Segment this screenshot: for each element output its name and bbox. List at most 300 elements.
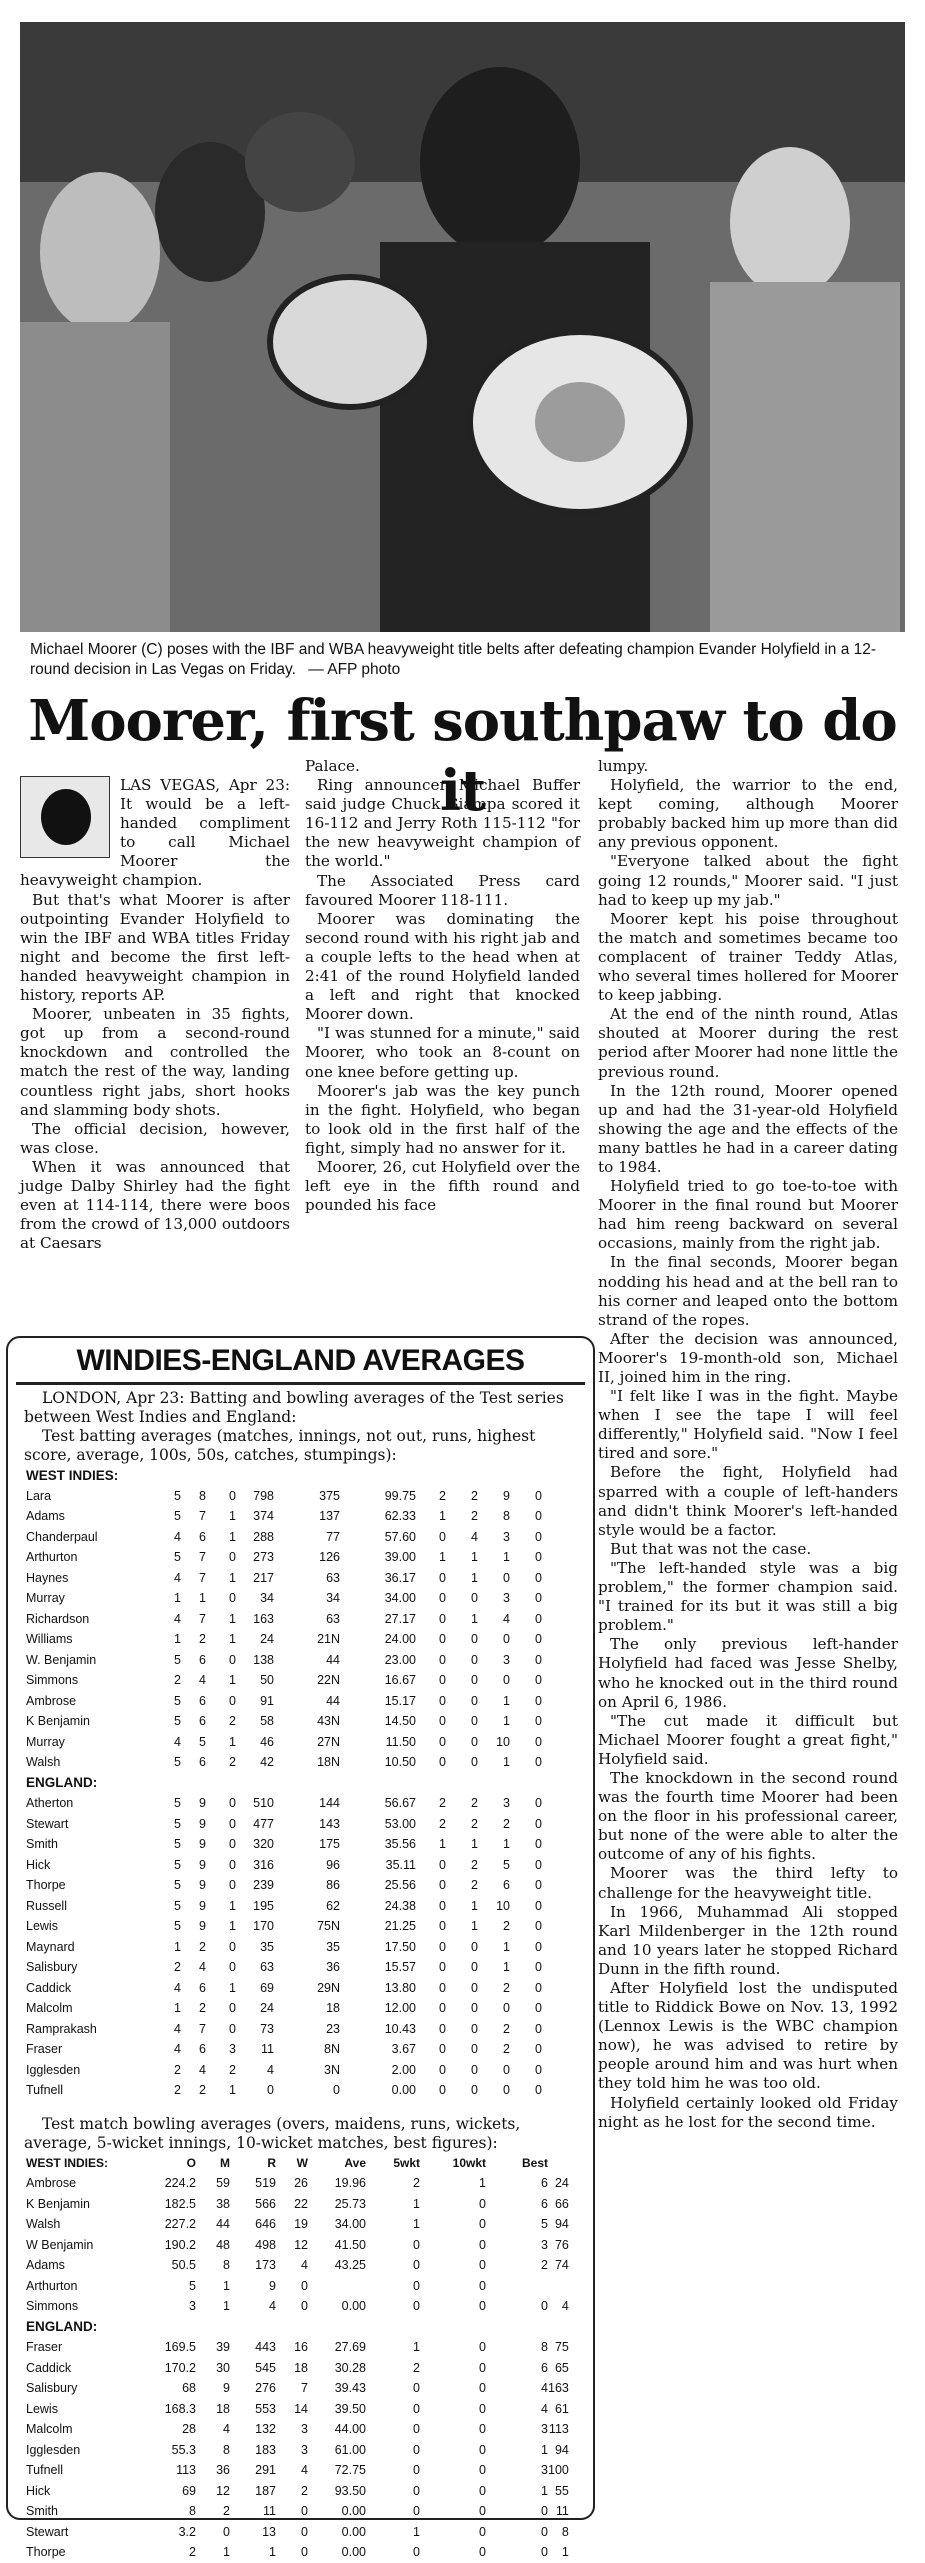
stat-cell: 9: [199, 1837, 206, 1852]
stat-cell: 65: [554, 2360, 569, 2375]
stat-cell: 2: [439, 1816, 446, 1831]
stat-cell: 170.2: [164, 2360, 196, 2375]
stat-cell: 0: [439, 2001, 446, 2016]
stat-cell: 16.67: [384, 1673, 416, 1688]
stat-cell: 61.00: [334, 2442, 366, 2457]
stat-cell: 34.00: [334, 2217, 366, 2232]
stat-cell: 8: [541, 2340, 548, 2355]
table-row: [26, 1609, 542, 1630]
stat-cell: 1: [503, 1755, 510, 1770]
stat-cell: 35.56: [384, 1837, 416, 1852]
stat-cell: 0: [479, 2545, 486, 2560]
stat-cell: 0: [503, 2083, 510, 2098]
stat-cell: 0: [479, 2258, 486, 2273]
table-row: [26, 1752, 542, 1773]
stat-cell: 2: [413, 2360, 420, 2375]
stat-cell: 273: [253, 1550, 274, 1565]
stat-cell: 7: [199, 2021, 206, 2036]
stat-cell: 43N: [317, 1714, 340, 1729]
article-paragraph: Ring announcer Michael Buffer said judge Chuck Giampa scored it 16-112 and Jerry Roth 115-112 "for the new heavyweight champion of the world.": [305, 776, 580, 871]
article-paragraph: In 1966, Muhammad Ali stopped Karl Mildenberger in the 12th round and 10 years later he stopped Richard Dunn in the fifth round.: [598, 1902, 898, 1978]
stat-cell: 0: [535, 2083, 542, 2098]
stat-cell: 2: [471, 1857, 478, 1872]
stat-cell: 9: [199, 1919, 206, 1934]
stat-cell: 44.00: [334, 2422, 366, 2437]
stat-cell: 6: [541, 2176, 548, 2191]
stat-cell: 1: [229, 1632, 236, 1647]
stat-cell: 6: [199, 1529, 206, 1544]
stat-cell: 1: [229, 1570, 236, 1585]
averages-title: WINDIES-ENGLAND AVERAGES: [76, 1344, 525, 1377]
stat-cell: 1: [503, 1714, 510, 1729]
article-column-3: [598, 757, 898, 2132]
stat-cell: 4: [174, 1734, 181, 1749]
stat-cell: 170: [253, 1919, 274, 1934]
stat-cell: 5: [174, 1714, 181, 1729]
stat-cell: 6: [199, 1714, 206, 1729]
stat-cell: 9: [503, 1488, 510, 1503]
headline: Moorer, first southpaw to do it: [28, 688, 897, 824]
stat-cell: 3: [229, 2042, 236, 2057]
stat-cell: 0: [439, 1734, 446, 1749]
stat-cell: 30: [216, 2360, 230, 2375]
stat-cell: 1: [413, 2217, 420, 2232]
article-paragraph: "I felt like I was in the fight. Maybe when I see the tape I will feel differently," Holyfield said. "Now I feel tired and sore.": [598, 1387, 898, 1463]
player-name: K Benjamin: [26, 2196, 90, 2211]
stat-cell: 94: [554, 2442, 569, 2457]
stat-cell: 2: [223, 2504, 230, 2519]
stat-cell: 0: [301, 2278, 308, 2293]
stat-cell: 0: [535, 1857, 542, 1872]
stat-cell: 1: [229, 1529, 236, 1544]
stat-cell: 0.00: [341, 2504, 366, 2519]
stat-cell: 9: [199, 1857, 206, 1872]
player-name: Simmons: [26, 2299, 79, 2314]
stat-cell: 5: [174, 1755, 181, 1770]
stat-cell: 5: [174, 1898, 181, 1913]
stat-cell: 0: [439, 1755, 446, 1770]
stat-cell: 1: [439, 1509, 446, 1524]
stat-cell: 3: [541, 2237, 548, 2252]
stat-cell: 0: [229, 1591, 236, 1606]
stat-cell: 0: [503, 2062, 510, 2077]
stat-cell: 0: [471, 1632, 478, 1647]
table-row: [26, 1978, 542, 1999]
stat-cell: 44: [326, 1652, 340, 1667]
stat-cell: 12: [216, 2483, 230, 2498]
stat-cell: 0: [229, 1960, 236, 1975]
stat-cell: 5: [189, 2278, 196, 2293]
stat-cell: 8: [503, 1509, 510, 1524]
player-name: Tufnell: [26, 2463, 64, 2478]
stat-cell: 0: [413, 2504, 420, 2519]
stat-cell: 25.73: [334, 2196, 366, 2211]
stat-cell: 0: [413, 2545, 420, 2560]
player-name: Richardson: [26, 1611, 90, 1626]
stat-cell: 7: [301, 2381, 308, 2396]
stat-cell: 16: [294, 2340, 308, 2355]
table-row: [26, 2440, 569, 2461]
article-paragraph: The only previous left-hander Holyfield had faced was Jesse Shelby, who he knocked out in the third round on April 6, 1986.: [598, 1635, 898, 1711]
stat-cell: 15.57: [384, 1960, 416, 1975]
stat-cell: 39.50: [334, 2401, 366, 2416]
stat-cell: 0: [413, 2237, 420, 2252]
table-row: [26, 1957, 542, 1978]
stat-cell: 320: [253, 1837, 274, 1852]
stat-cell: 2: [199, 2083, 206, 2098]
stat-cell: 28: [182, 2422, 196, 2437]
stat-cell: 4: [301, 2463, 308, 2478]
stat-cell: 13: [262, 2524, 276, 2539]
stat-cell: 42: [260, 1755, 274, 1770]
stat-cell: 14: [294, 2401, 308, 2416]
group-label: ENGLAND:: [26, 1775, 98, 1791]
stat-cell: 0: [479, 2340, 486, 2355]
player-name: Williams: [26, 1632, 73, 1647]
stat-cell: 0: [471, 1734, 478, 1749]
stat-cell: 0: [471, 2001, 478, 2016]
stat-cell: 11: [555, 2504, 569, 2519]
article-column-1: [20, 776, 290, 1253]
photo-credit: — AFP photo: [308, 661, 401, 678]
table-row: [26, 2235, 569, 2256]
table-row: [26, 1916, 542, 1937]
article-paragraph: Before the fight, Holyfield had sparred with a couple of left-handers and didn't think Moorer's left-handed style would be a factor.: [598, 1463, 898, 1539]
stat-cell: 93.50: [334, 2483, 366, 2498]
article-paragraph: The official decision, however, was close.: [20, 1119, 290, 1157]
stat-cell: 3N: [324, 2062, 340, 2077]
stat-cell: 73: [260, 2021, 274, 2036]
stat-cell: 0: [535, 1796, 542, 1811]
stat-cell: 9: [269, 2278, 276, 2293]
stat-cell: 0: [535, 1939, 542, 1954]
stat-cell: 144: [319, 1796, 340, 1811]
article-paragraph: "The cut made it difficult but Michael Moorer fought a great fight," Holyfield said.: [598, 1711, 898, 1768]
stat-cell: 2: [541, 2258, 548, 2273]
stat-cell: 11: [263, 2504, 276, 2519]
stat-cell: 1: [413, 2524, 420, 2539]
stat-cell: 276: [255, 2381, 276, 2396]
stat-cell: 1: [229, 1919, 236, 1934]
stat-cell: 0: [479, 2381, 486, 2396]
stat-cell: 2.00: [391, 2062, 416, 2077]
stat-cell: 1: [471, 1837, 478, 1852]
player-name: Lara: [26, 1488, 52, 1503]
stat-cell: 0: [471, 2021, 478, 2036]
table-row: [26, 2481, 569, 2502]
sports-logo-icon: [20, 776, 110, 858]
stat-cell: 24.00: [384, 1632, 416, 1647]
photo-caption: [30, 640, 900, 680]
stat-cell: 22N: [317, 1673, 340, 1688]
player-name: K Benjamin: [26, 1714, 90, 1729]
stat-cell: 75N: [317, 1919, 340, 1934]
stat-cell: 187: [255, 2483, 276, 2498]
stat-cell: 510: [253, 1796, 274, 1811]
stat-cell: 10: [496, 1898, 510, 1913]
player-name: Ramprakash: [26, 2021, 97, 2036]
stat-cell: 5: [174, 1509, 181, 1524]
stat-cell: 0: [413, 2483, 420, 2498]
stat-cell: 2: [174, 1960, 181, 1975]
stat-cell: 0: [479, 2278, 486, 2293]
article-paragraph: In the 12th round, Moorer opened up and had the 31-year-old Holyfield showing the age and the effects of the many battles he had in a career dating to 1984.: [598, 1081, 898, 1176]
stat-cell: 2: [471, 1488, 478, 1503]
stat-cell: 55.3: [171, 2442, 196, 2457]
stat-cell: 0: [535, 1898, 542, 1913]
stat-cell: 86: [326, 1878, 340, 1893]
stat-cell: 63: [326, 1570, 340, 1585]
stat-cell: 1: [229, 2083, 236, 2098]
averages-box: [6, 1336, 595, 2560]
stat-cell: 519: [255, 2176, 276, 2191]
stat-cell: 10: [496, 1734, 510, 1749]
table-row: [26, 2460, 569, 2481]
stat-cell: 0: [229, 1816, 236, 1831]
stat-cell: 1: [471, 1570, 478, 1585]
stat-cell: 374: [253, 1509, 274, 1524]
group-row: [26, 2317, 569, 2338]
stat-cell: 0: [229, 2001, 236, 2016]
stat-cell: 55: [554, 2483, 569, 2498]
stat-cell: 2: [439, 1796, 446, 1811]
stat-cell: 27.17: [384, 1611, 416, 1626]
stat-cell: 2: [503, 2042, 510, 2057]
player-name: Lewis: [26, 2401, 58, 2416]
stat-cell: 7: [199, 1570, 206, 1585]
table-row: [26, 2419, 569, 2440]
stat-cell: 566: [255, 2196, 276, 2211]
stat-cell: 375: [319, 1488, 340, 1503]
table-header-cell: Best: [521, 2155, 548, 2170]
article-paragraph: Moorer, unbeaten in 35 fights, got up from a second-round knockdown and controlled the match the rest of the way, landing countless right jabs, short hooks and slamming body shots.: [20, 1005, 290, 1119]
stat-cell: 6: [199, 1980, 206, 1995]
player-name: Haynes: [26, 1570, 69, 1585]
stat-cell: 0: [541, 2299, 548, 2314]
stat-cell: 1: [174, 1591, 181, 1606]
stat-cell: 3: [301, 2422, 308, 2437]
stat-cell: 169.5: [164, 2340, 196, 2355]
table-row: [26, 2358, 569, 2379]
stat-cell: 0: [229, 1550, 236, 1565]
stat-cell: 0: [439, 1591, 446, 1606]
stat-cell: 0: [535, 1550, 542, 1565]
stat-cell: 0.00: [341, 2545, 366, 2560]
stat-cell: 0: [479, 2422, 486, 2437]
stat-cell: 69: [260, 1980, 274, 1995]
player-name: Smith: [26, 1837, 58, 1852]
player-name: Maynard: [26, 1939, 75, 1954]
stat-cell: 0: [535, 1714, 542, 1729]
stat-cell: 0: [541, 2504, 548, 2519]
stat-cell: 27N: [317, 1734, 340, 1749]
stat-cell: 239: [253, 1878, 274, 1893]
table-row: [26, 2276, 569, 2297]
stat-cell: 4: [174, 1980, 181, 1995]
stat-cell: 2: [174, 2083, 181, 2098]
table-row: [26, 1814, 542, 1835]
stat-cell: 0: [439, 1652, 446, 1667]
stat-cell: 5: [174, 1837, 181, 1852]
stat-cell: 1: [199, 1591, 206, 1606]
stat-cell: 1: [541, 2483, 548, 2498]
stat-cell: 0: [413, 2463, 420, 2478]
table-header-cell: M: [220, 2155, 230, 2170]
stat-cell: 0: [479, 2442, 486, 2457]
stat-cell: 0: [479, 2299, 486, 2314]
stat-cell: 0: [439, 1980, 446, 1995]
stat-cell: 5: [174, 1796, 181, 1811]
stat-cell: 6: [199, 1693, 206, 1708]
stat-cell: 1: [471, 1550, 478, 1565]
stat-cell: 4: [301, 2258, 308, 2273]
stat-cell: 0: [503, 1570, 510, 1585]
stat-cell: 5: [174, 1816, 181, 1831]
stat-cell: 0: [471, 2042, 478, 2057]
stat-cell: 3: [503, 1796, 510, 1811]
stat-cell: 15.17: [384, 1693, 416, 1708]
player-name: Igglesden: [26, 2442, 81, 2457]
article-paragraph: After Holyfield lost the undisputed title to Riddick Bowe on Nov. 13, 1992 (Lennox Lewis is the WBC champion now), he was advised to retire by people around him and was hurt when they told him he was too old.: [598, 1979, 898, 2093]
stat-cell: 1: [471, 1919, 478, 1934]
stat-cell: 30.28: [334, 2360, 366, 2375]
article-paragraph: Moorer's jab was the key punch in the fight. Holyfield, who began to look old in the first half of the fight, simply had no answer for it.: [305, 1081, 580, 1157]
stat-cell: 57.60: [384, 1529, 416, 1544]
stat-cell: 0.00: [391, 2083, 416, 2098]
stat-cell: 0: [535, 1529, 542, 1544]
stat-cell: 1: [471, 1898, 478, 1913]
stat-cell: 5: [174, 1550, 181, 1565]
stat-cell: [486, 2276, 548, 2297]
stat-cell: 6: [503, 1878, 510, 1893]
stat-cell: 0: [413, 2401, 420, 2416]
group-row: [26, 1773, 542, 1794]
stat-cell: 0: [535, 1611, 542, 1626]
stat-cell: 56.67: [384, 1796, 416, 1811]
stat-cell: 2: [199, 1939, 206, 1954]
stat-cell: 9: [199, 1816, 206, 1831]
table-header-cell: W: [296, 2155, 308, 2170]
article-paragraph: Palace.: [305, 757, 360, 775]
stat-cell: 0: [439, 1611, 446, 1626]
table-row: [26, 2501, 569, 2522]
stat-cell: 35: [326, 1939, 340, 1954]
stat-cell: 0: [535, 1919, 542, 1934]
article-paragraph: "I was stunned for a minute," said Moorer, who took an 8-count on one knee before getting up.: [305, 1024, 580, 1081]
stat-cell: 3: [541, 2422, 548, 2437]
table-row: [26, 2019, 542, 2040]
stat-cell: 1: [413, 2196, 420, 2211]
table-header-cell: O: [186, 2155, 196, 2170]
stat-cell: 4: [561, 2299, 569, 2314]
stat-cell: 0: [535, 1652, 542, 1667]
player-name: Thorpe: [26, 2545, 66, 2560]
stat-cell: 2: [503, 1980, 510, 1995]
stat-cell: 0: [413, 2381, 420, 2396]
stat-cell: 14.50: [384, 1714, 416, 1729]
stat-cell: 0: [471, 2083, 478, 2098]
stat-cell: 0: [535, 1570, 542, 1585]
stat-cell: 22: [294, 2196, 308, 2211]
stat-cell: 0.00: [341, 2299, 366, 2314]
stat-cell: 224.2: [164, 2176, 196, 2191]
stat-cell: 0: [503, 1632, 510, 1647]
stat-cell: 100: [548, 2463, 569, 2478]
stat-cell: [548, 2276, 569, 2297]
article-paragraph: Holyfield certainly looked old Friday night as he lost for the second time.: [598, 2093, 898, 2131]
stat-cell: 38: [216, 2196, 230, 2211]
player-name: Adams: [26, 1509, 65, 1524]
stat-cell: 0: [439, 2062, 446, 2077]
stat-cell: 4: [471, 1529, 478, 1544]
stat-cell: 163: [253, 1611, 274, 1626]
stat-cell: 175: [319, 1837, 340, 1852]
table-row: [26, 2039, 542, 2060]
stat-cell: 0: [471, 1980, 478, 1995]
stat-cell: 173: [255, 2258, 276, 2273]
table-header-row: [26, 2153, 569, 2174]
stat-cell: 1: [439, 1550, 446, 1565]
stat-cell: 44: [326, 1693, 340, 1708]
stat-cell: 0: [535, 1693, 542, 1708]
stat-cell: 68: [182, 2381, 196, 2396]
stat-cell: 0: [479, 2237, 486, 2252]
stat-cell: 6: [199, 1652, 206, 1667]
table-row: [26, 2542, 569, 2563]
stat-cell: 0: [439, 1714, 446, 1729]
stat-cell: 316: [253, 1857, 274, 1872]
stat-cell: 2: [413, 2176, 420, 2191]
stat-cell: 11.50: [385, 1734, 416, 1749]
table-row: [26, 1834, 542, 1855]
table-row: [26, 1855, 542, 1876]
stat-cell: 0: [535, 1755, 542, 1770]
player-name: Russell: [26, 1898, 67, 1913]
stat-cell: 50.5: [171, 2258, 196, 2273]
player-name: Arthurton: [26, 2278, 78, 2293]
stat-cell: 5: [174, 1878, 181, 1893]
stat-cell: 0: [535, 2062, 542, 2077]
stat-cell: 18N: [317, 1755, 340, 1770]
stat-cell: 2: [471, 1509, 478, 1524]
stat-cell: 1: [223, 2278, 230, 2293]
stat-cell: 4: [223, 2422, 230, 2437]
bowling-averages-table: [26, 2153, 569, 2563]
stat-cell: 0: [479, 2504, 486, 2519]
article-paragraph: The Associated Press card favoured Moorer 118-111.: [305, 871, 580, 909]
batting-intro: Test batting averages (matches, innings, not out, runs, highest score, average, 100s, 50s, catches, stumpings):: [24, 1427, 536, 1464]
stat-cell: 41.50: [334, 2237, 366, 2252]
stat-cell: 2: [503, 1816, 510, 1831]
stat-cell: 0: [229, 1857, 236, 1872]
stat-cell: 0: [439, 2042, 446, 2057]
player-name: Walsh: [26, 2217, 61, 2232]
stat-cell: 4: [541, 2381, 548, 2396]
stat-cell: 4: [199, 1673, 206, 1688]
article-paragraph: "The left-handed style was a big problem," the former champion said. "I trained for its but it was still a big problem.": [598, 1558, 898, 1635]
stat-cell: 138: [253, 1652, 274, 1667]
stat-cell: 2: [301, 2483, 308, 2498]
table-header-cell: WEST INDIES:: [26, 2155, 109, 2170]
stat-cell: 13.80: [384, 1980, 416, 1995]
stat-cell: 34.00: [384, 1591, 416, 1606]
player-name: Malcolm: [26, 2001, 73, 2016]
stat-cell: 0: [503, 2001, 510, 2016]
stat-cell: 2: [229, 1714, 236, 1729]
stat-cell: 24: [554, 2176, 569, 2191]
stat-cell: 72.75: [334, 2463, 366, 2478]
stat-cell: 35.11: [385, 1857, 416, 1872]
